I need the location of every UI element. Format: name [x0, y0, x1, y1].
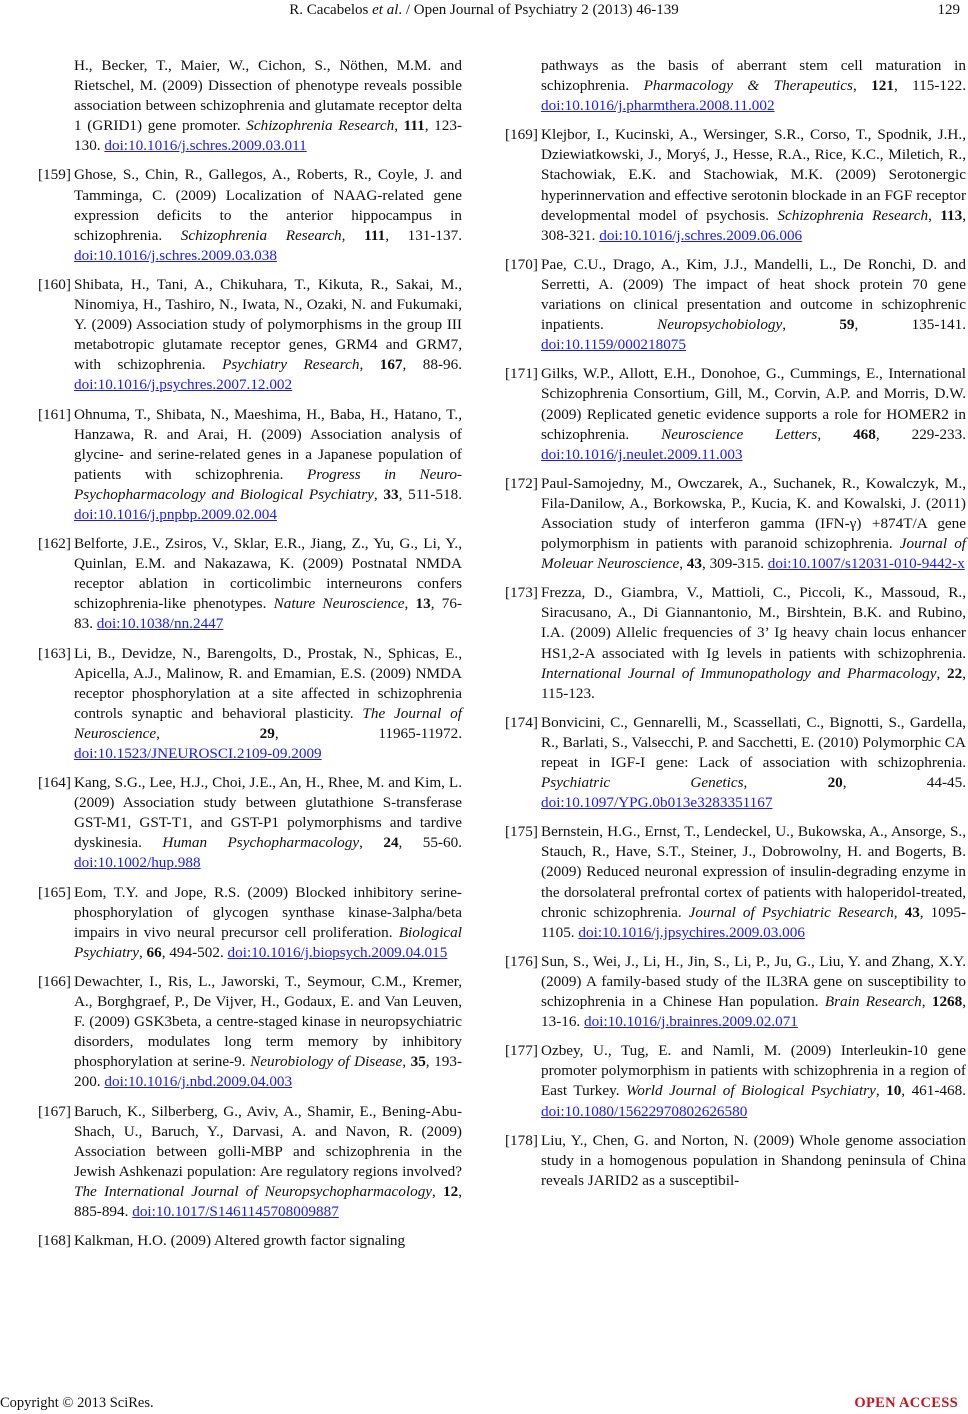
reference-text: [74, 883, 462, 963]
reference-volume: 20: [827, 774, 843, 792]
reference-text: [74, 1231, 462, 1251]
reference-journal: Schizophrenia Research: [180, 226, 342, 244]
reference-journal: Journal of Psychiatric Research: [688, 903, 894, 921]
reference-number: [170]: [505, 255, 538, 273]
reference-separator: ,: [341, 226, 365, 244]
reference-journal: Neuroscience Letters: [661, 425, 818, 443]
reference-journal: Schizophrenia Research: [246, 117, 395, 135]
reference-separator: ,: [936, 664, 948, 682]
reference-pages: , 44-45.: [842, 774, 967, 792]
doi-link[interactable]: doi:10.1159/000218075: [541, 336, 686, 354]
reference-volume: 113: [940, 206, 963, 224]
reference-journal: The International Journal of Neuropsychopharmacology: [74, 1182, 433, 1200]
reference-continuation: [38, 56, 462, 156]
reference-pages: , 511-518.: [398, 485, 463, 503]
reference-authors-title: Eom, T.Y. and Jope, R.S. (2009) Blocked inhibitory serine-phosphorylation of glycogen synthase kinase-3alpha/beta impairs in vivo neural precursor cell proliferation.: [74, 883, 462, 941]
reference-text: [541, 1041, 966, 1121]
reference-entry: [505, 1041, 966, 1121]
reference-pages: , 461-468.: [901, 1082, 967, 1100]
reference-entry: [38, 972, 462, 1093]
reference-separator: ,: [782, 316, 840, 334]
reference-text: [74, 534, 462, 634]
reference-number: [159]: [38, 166, 71, 184]
reference-text: [74, 405, 462, 526]
reference-separator: ,: [404, 595, 416, 613]
reference-volume: 1268: [931, 993, 963, 1011]
doi-link[interactable]: doi:10.1007/s12031-010-9442-x: [767, 555, 965, 573]
reference-number: [164]: [38, 774, 71, 792]
reference-separator: ,: [394, 117, 404, 135]
reference-journal: The Journal of Neuroscience: [74, 704, 462, 742]
reference-pages: , 135-141.: [854, 316, 966, 334]
reference-volume: 35: [410, 1053, 426, 1071]
reference-separator: ,: [359, 356, 380, 374]
copyright-notice: Copyright © 2013 SciRes.: [0, 1395, 154, 1411]
reference-volume: 43: [686, 555, 702, 573]
reference-volume: 29: [259, 724, 275, 742]
reference-pages: , 1095-1105.: [541, 903, 966, 941]
reference-entry: [38, 405, 462, 526]
reference-number: [172]: [505, 474, 538, 492]
reference-pages: , 494-502.: [161, 943, 228, 961]
reference-authors-title: Kang, S.G., Lee, H.J., Choi, J.E., An, H., Rhee, M. and Kim, L. (2009) Association study between glutathione S-transferase GST-M1, GST-T1, and GST-P1 polymorphisms and tardive dyskinesia.: [74, 774, 462, 852]
reference-volume: 167: [379, 356, 403, 374]
reference-entry: [38, 275, 462, 396]
reference-text: [74, 275, 462, 396]
reference-pages: , 88-96.: [402, 356, 462, 374]
reference-number: [162]: [38, 535, 71, 553]
reference-text: [541, 1131, 966, 1191]
reference-journal: Progress in Neuro-Psychopharmacology and Biological Psychiatry: [74, 465, 462, 503]
doi-link[interactable]: doi:10.1016/j.schres.2009.06.006: [599, 226, 803, 244]
reference-continuation: [505, 56, 966, 116]
doi-link[interactable]: doi:10.1016/j.jpsychires.2009.03.006: [578, 923, 805, 941]
reference-separator: ,: [679, 555, 687, 573]
reference-number: [166]: [38, 972, 71, 990]
reference-number: [173]: [505, 584, 538, 602]
reference-text: [74, 644, 462, 765]
reference-text: [74, 773, 462, 873]
reference-volume: 121: [871, 77, 894, 95]
doi-link[interactable]: doi:10.1038/nn.2447: [96, 615, 224, 633]
reference-pages: , 11965-11972.: [274, 724, 462, 742]
reference-authors-title: Ozbey, U., Tug, E. and Namli, M. (2009) Interleukin-10 gene promoter polymorphism in patients with schizophrenia in a region of East Turkey.: [541, 1042, 966, 1100]
reference-pages: , 76-83.: [74, 595, 462, 633]
doi-link[interactable]: doi:10.1016/j.pharmthera.2008.11.002: [541, 97, 775, 115]
reference-journal: Schizophrenia Research: [777, 206, 929, 224]
reference-pages: , 115-122.: [893, 77, 967, 95]
reference-number: [174]: [505, 713, 538, 731]
reference-number: [163]: [38, 644, 71, 662]
reference-entry: [38, 883, 462, 963]
reference-volume: 111: [364, 226, 386, 244]
doi-link[interactable]: doi:10.1097/YPG.0b013e3283351167: [541, 794, 773, 812]
reference-separator: ,: [928, 206, 941, 224]
reference-journal: Biological Psychiatry: [74, 923, 462, 961]
reference-volume: 22: [947, 664, 963, 682]
reference-authors-title: Bonvicini, C., Gennarelli, M., Scassellati, C., Bignotti, S., Gardella, R., Barlati, S., Valsecchi, P. and Sacchetti, E. (2010) Polymorphic CA repeat in IGF-I gene: Lack of association with schizophrenia.: [541, 713, 966, 771]
reference-volume: 43: [904, 903, 920, 921]
doi-link[interactable]: doi:10.1016/j.pnpbp.2009.02.004: [74, 505, 277, 523]
reference-text: [541, 952, 966, 1032]
reference-journal: Psychiatry Research: [222, 356, 360, 374]
reference-authors-title: Pae, C.U., Drago, A., Kim, J.J., Mandelli, L., De Ronchi, D. and Serretti, A. (2009) The impact of heat shock protein 70 gene variations on clinical presentation and outcome in schizophrenic inpatients.: [541, 255, 966, 334]
reference-entry: [38, 534, 462, 634]
reference-pages: , 885-894.: [74, 1182, 462, 1220]
doi-link[interactable]: doi:10.1017/S1461145708009887: [132, 1202, 339, 1220]
doi-link[interactable]: doi:10.1016/j.nbd.2009.04.003: [104, 1073, 293, 1091]
reference-separator: ,: [373, 485, 384, 503]
reference-number: [161]: [38, 405, 71, 423]
reference-authors-title: Ohnuma, T., Shibata, N., Maeshima, H., Baba, H., Hatano, T., Hanzawa, R. and Arai, H. (2009) Association analysis of glycine- and serine-related genes in a Japanese population of patients with schizophrenia.: [74, 405, 462, 483]
reference-pages: , 308-321.: [541, 206, 967, 244]
reference-text: [541, 822, 966, 943]
reference-entry: [38, 1102, 462, 1223]
reference-entry: [505, 125, 966, 246]
reference-journal: Nature Neuroscience: [273, 595, 405, 613]
reference-separator: ,: [743, 774, 828, 792]
reference-separator: ,: [359, 834, 384, 852]
reference-number: [175]: [505, 823, 538, 841]
reference-journal: Psychiatric Genetics: [541, 774, 744, 792]
reference-entry: [505, 822, 966, 943]
reference-authors-title: Klejbor, I., Kucinski, A., Wersinger, S.R., Corso, T., Spodnik, J.H., Dziewiatkowski, J., Moryś, J., Hesse, R.A., Rice, K.C., Miletich, R., Stachowiak, E.K. and Stachowiak, M.K. (2009) Serotonergic hyperinnervation and effective serotonin blockade in an FGF receptor developmental model of psychosis.: [541, 126, 966, 224]
reference-authors-title: Baruch, K., Silberberg, G., Aviv, A., Shamir, E., Bening-Abu-Shach, U., Baruch, Y., Darvasi, A. and Navon, R. (2009) Association between golli-MBP and schizophrenia in the Jewish Ashkenazi population: Are regulatory regions involved?: [74, 1102, 462, 1180]
reference-journal: Neurobiology of Disease: [250, 1053, 403, 1071]
reference-separator: ,: [875, 1082, 887, 1100]
reference-separator: ,: [138, 943, 147, 961]
reference-text: [74, 972, 462, 1093]
reference-number: [168]: [38, 1232, 71, 1250]
doi-link[interactable]: doi:10.1016/j.psychres.2007.12.002: [74, 376, 293, 394]
reference-entry: [505, 1131, 966, 1191]
reference-entry: [505, 255, 966, 355]
reference-authors-title: Li, B., Devidze, N., Barengolts, D., Prostak, N., Sphicas, E., Apicella, A.J., Malinow, R. and Emamian, E.S. (2009) NMDA receptor phosphorylation at a site affected in schizophrenia controls synaptic and behavioral plasticity.: [74, 644, 462, 722]
reference-text: [541, 474, 966, 574]
reference-journal: Pharmacology & Therapeutics: [643, 77, 853, 95]
reference-pages: , 309-315.: [701, 555, 768, 573]
reference-entry: [38, 165, 462, 265]
running-title: R. Cacabelos et al. / Open Journal of Psychiatry 2 (2013) 46-139: [289, 2, 679, 18]
reference-text: [74, 165, 462, 265]
reference-text: [541, 364, 966, 464]
reference-journal: Neuropsychobiology: [657, 316, 783, 334]
reference-separator: ,: [817, 425, 854, 443]
reference-separator: ,: [852, 77, 872, 95]
reference-authors-title: Kalkman, H.O. (2009) Altered growth factor signaling: [74, 1232, 406, 1250]
reference-pages: , 13-16.: [541, 993, 967, 1031]
reference-separator: ,: [402, 1053, 411, 1071]
running-header: [0, 2, 968, 24]
reference-authors-title: Gilks, W.P., Allott, E.H., Donohoe, G., Cummings, E., International Schizophrenia Consortium, Gill, M., Corvin, A.P. and Morris, D.W. (2009) Replicated genetic evidence supports a role for HOMER2 in schizophrenia.: [541, 365, 966, 443]
open-access-label: OPEN ACCESS: [854, 1395, 958, 1411]
reference-text: [541, 713, 966, 813]
page-number: 129: [937, 2, 960, 18]
reference-entry: [38, 1231, 462, 1251]
reference-volume: 24: [383, 834, 399, 852]
doi-link[interactable]: doi:10.1080/15622970802626580: [541, 1102, 748, 1120]
reference-authors-title: Ghose, S., Chin, R., Gallegos, A., Roberts, R., Coyle, J. and Tamminga, C. (2009) Localization of NAAG-related gene expression deficits to the anterior hippocampus in schizophrenia.: [74, 166, 462, 244]
reference-volume: 468: [853, 425, 876, 443]
reference-text: [74, 1102, 462, 1223]
reference-journal: Brain Research: [824, 993, 922, 1011]
doi-link[interactable]: doi:10.1002/hup.988: [74, 854, 201, 872]
reference-volume: 111: [403, 117, 425, 135]
reference-entry: [505, 474, 966, 574]
reference-entry: [38, 644, 462, 765]
doi-link[interactable]: doi:10.1016/j.biopsych.2009.04.015: [227, 943, 448, 961]
reference-journal: World Journal of Biological Psychiatry: [626, 1082, 876, 1100]
reference-number: [165]: [38, 883, 71, 901]
reference-journal: International Journal of Immunopathology and Pharmacology: [541, 664, 937, 682]
reference-journal: Journal of Moleuar Neuroscience: [541, 535, 967, 573]
reference-entry: [505, 583, 966, 704]
reference-authors-title: Bernstein, H.G., Ernst, T., Lendeckel, U., Bukowska, A., Ansorge, S., Stauch, R., Have, S.T., Steiner, J., Dobrowolny, H. and Bogerts, B. (2009) Reduced neuronal expression of insulin-degrading enzyme in the dorsolateral prefrontal cortex of patients with haloperidol-treated, chronic schizophrenia.: [541, 823, 966, 921]
reference-entry: [38, 773, 462, 873]
reference-authors-title: Frezza, D., Giambra, V., Mattioli, C., Piccoli, K., Massoud, R., Siracusano, A., Di Giannantonio, M., Birshtein, B.K. and Rubino, I.A. (2009) Allelic frequencies of 3’ Ig heavy chain locus enhancer HS1,2-A associated with Ig levels in patients with schizophrenia.: [541, 584, 966, 662]
reference-text: [541, 255, 966, 355]
reference-authors-title: Belforte, J.E., Zsiros, V., Sklar, E.R., Jiang, Z., Yu, G., Li, Y., Quinlan, E.M. and Nakazawa, K. (2009) Postnatal NMDA receptor ablation in corticolimbic interneurons confers schizophrenia-like phenotypes.: [74, 535, 462, 613]
reference-pages: , 193-200.: [74, 1053, 463, 1091]
reference-entry: [505, 364, 966, 464]
doi-link[interactable]: doi:10.1016/j.schres.2009.03.038: [74, 246, 277, 264]
reference-pages: , 55-60.: [398, 834, 462, 852]
reference-volume: 59: [839, 316, 855, 334]
reference-entry: [505, 952, 966, 1032]
reference-authors-title: pathways as the basis of aberrant stem cell maturation in schizophrenia.: [541, 57, 966, 95]
reference-separator: ,: [156, 724, 260, 742]
reference-text: [38, 56, 462, 156]
reference-text: [541, 125, 966, 246]
reference-number: [169]: [505, 126, 538, 144]
reference-authors-title: Dewachter, I., Ris, L., Jaworski, T., Seymour, C.M., Kremer, A., Borghgraef, P., De Vijver, H., Godaux, E. and Van Leuven, F. (2009) GSK3beta, a centre-staged kinase in neuropsychiatric disorders, modulates long term memory by inhibitory phosphorylation at serine-9.: [74, 972, 462, 1071]
reference-text: [541, 583, 966, 704]
reference-authors-title: Liu, Y., Chen, G. and Norton, N. (2009) Whole genome association study in a homogenous population in Shandong peninsula of China reveals JARID2 as a susceptibil-: [541, 1131, 966, 1189]
left-column: [38, 56, 462, 1260]
reference-volume: 10: [886, 1082, 902, 1100]
reference-authors-title: H., Becker, T., Maier, W., Cichon, S., Nöthen, M.M. and Rietschel, M. (2009) Dissection of phenotype reveals possible association between schizophrenia and glutamate receptor delta 1 (GRID1) gene promoter.: [74, 57, 462, 135]
reference-journal: Human Psychopharmacology: [162, 834, 360, 852]
reference-pages: , 123-130.: [74, 117, 463, 155]
reference-number: [167]: [38, 1102, 71, 1120]
reference-pages: , 115-123.: [541, 664, 966, 702]
reference-number: [178]: [505, 1131, 538, 1149]
reference-pages: , 229-233.: [875, 425, 967, 443]
reference-text: [505, 56, 966, 116]
reference-authors-title: Paul-Samojedny, M., Owczarek, A., Suchanek, R., Kowalczyk, M., Fila-Danilow, A., Borkowska, P., Kucia, K. and Kowalski, J. (2011) Association study of interferon gamma (IFN-γ) +874T/A gene polymorphism in patients with paranoid schizophrenia.: [541, 474, 966, 553]
doi-link[interactable]: doi:10.1016/j.brainres.2009.02.071: [584, 1013, 798, 1031]
reference-entry: [505, 713, 966, 813]
reference-separator: ,: [893, 903, 905, 921]
reference-authors-title: Sun, S., Wei, J., Li, H., Jin, S., Li, P., Ju, G., Liu, Y. and Zhang, X.Y. (2009) A family-based study of the IL3RA gene on susceptibility to schizophrenia in a Chinese Han population.: [541, 952, 966, 1011]
doi-link[interactable]: doi:10.1016/j.schres.2009.03.011: [104, 137, 307, 155]
reference-volume: 12: [443, 1182, 459, 1200]
doi-link[interactable]: doi:10.1016/j.neulet.2009.11.003: [541, 445, 743, 463]
reference-number: [177]: [505, 1042, 538, 1060]
reference-volume: 33: [383, 485, 399, 503]
doi-link[interactable]: doi:10.1523/JNEUROSCI.2109-09.2009: [74, 745, 322, 762]
reference-number: [160]: [38, 275, 71, 293]
reference-volume: 66: [146, 943, 162, 961]
reference-authors-title: Shibata, H., Tani, A., Chikuhara, T., Kikuta, R., Sakai, M., Ninomiya, H., Tashiro, N., Iwata, N., Ozaki, N. and Fukumaki, Y. (2009) Association study of polymorphisms in the group III metabotropic glutamate receptor genes, GRM4 and GRM7, with schizophrenia.: [74, 275, 462, 374]
reference-pages: , 131-137.: [385, 226, 463, 244]
reference-separator: ,: [432, 1182, 444, 1200]
right-column: [505, 56, 966, 1200]
reference-number: [171]: [505, 365, 538, 383]
reference-separator: ,: [921, 993, 932, 1011]
reference-number: [176]: [505, 952, 538, 970]
reference-volume: 13: [415, 595, 431, 613]
